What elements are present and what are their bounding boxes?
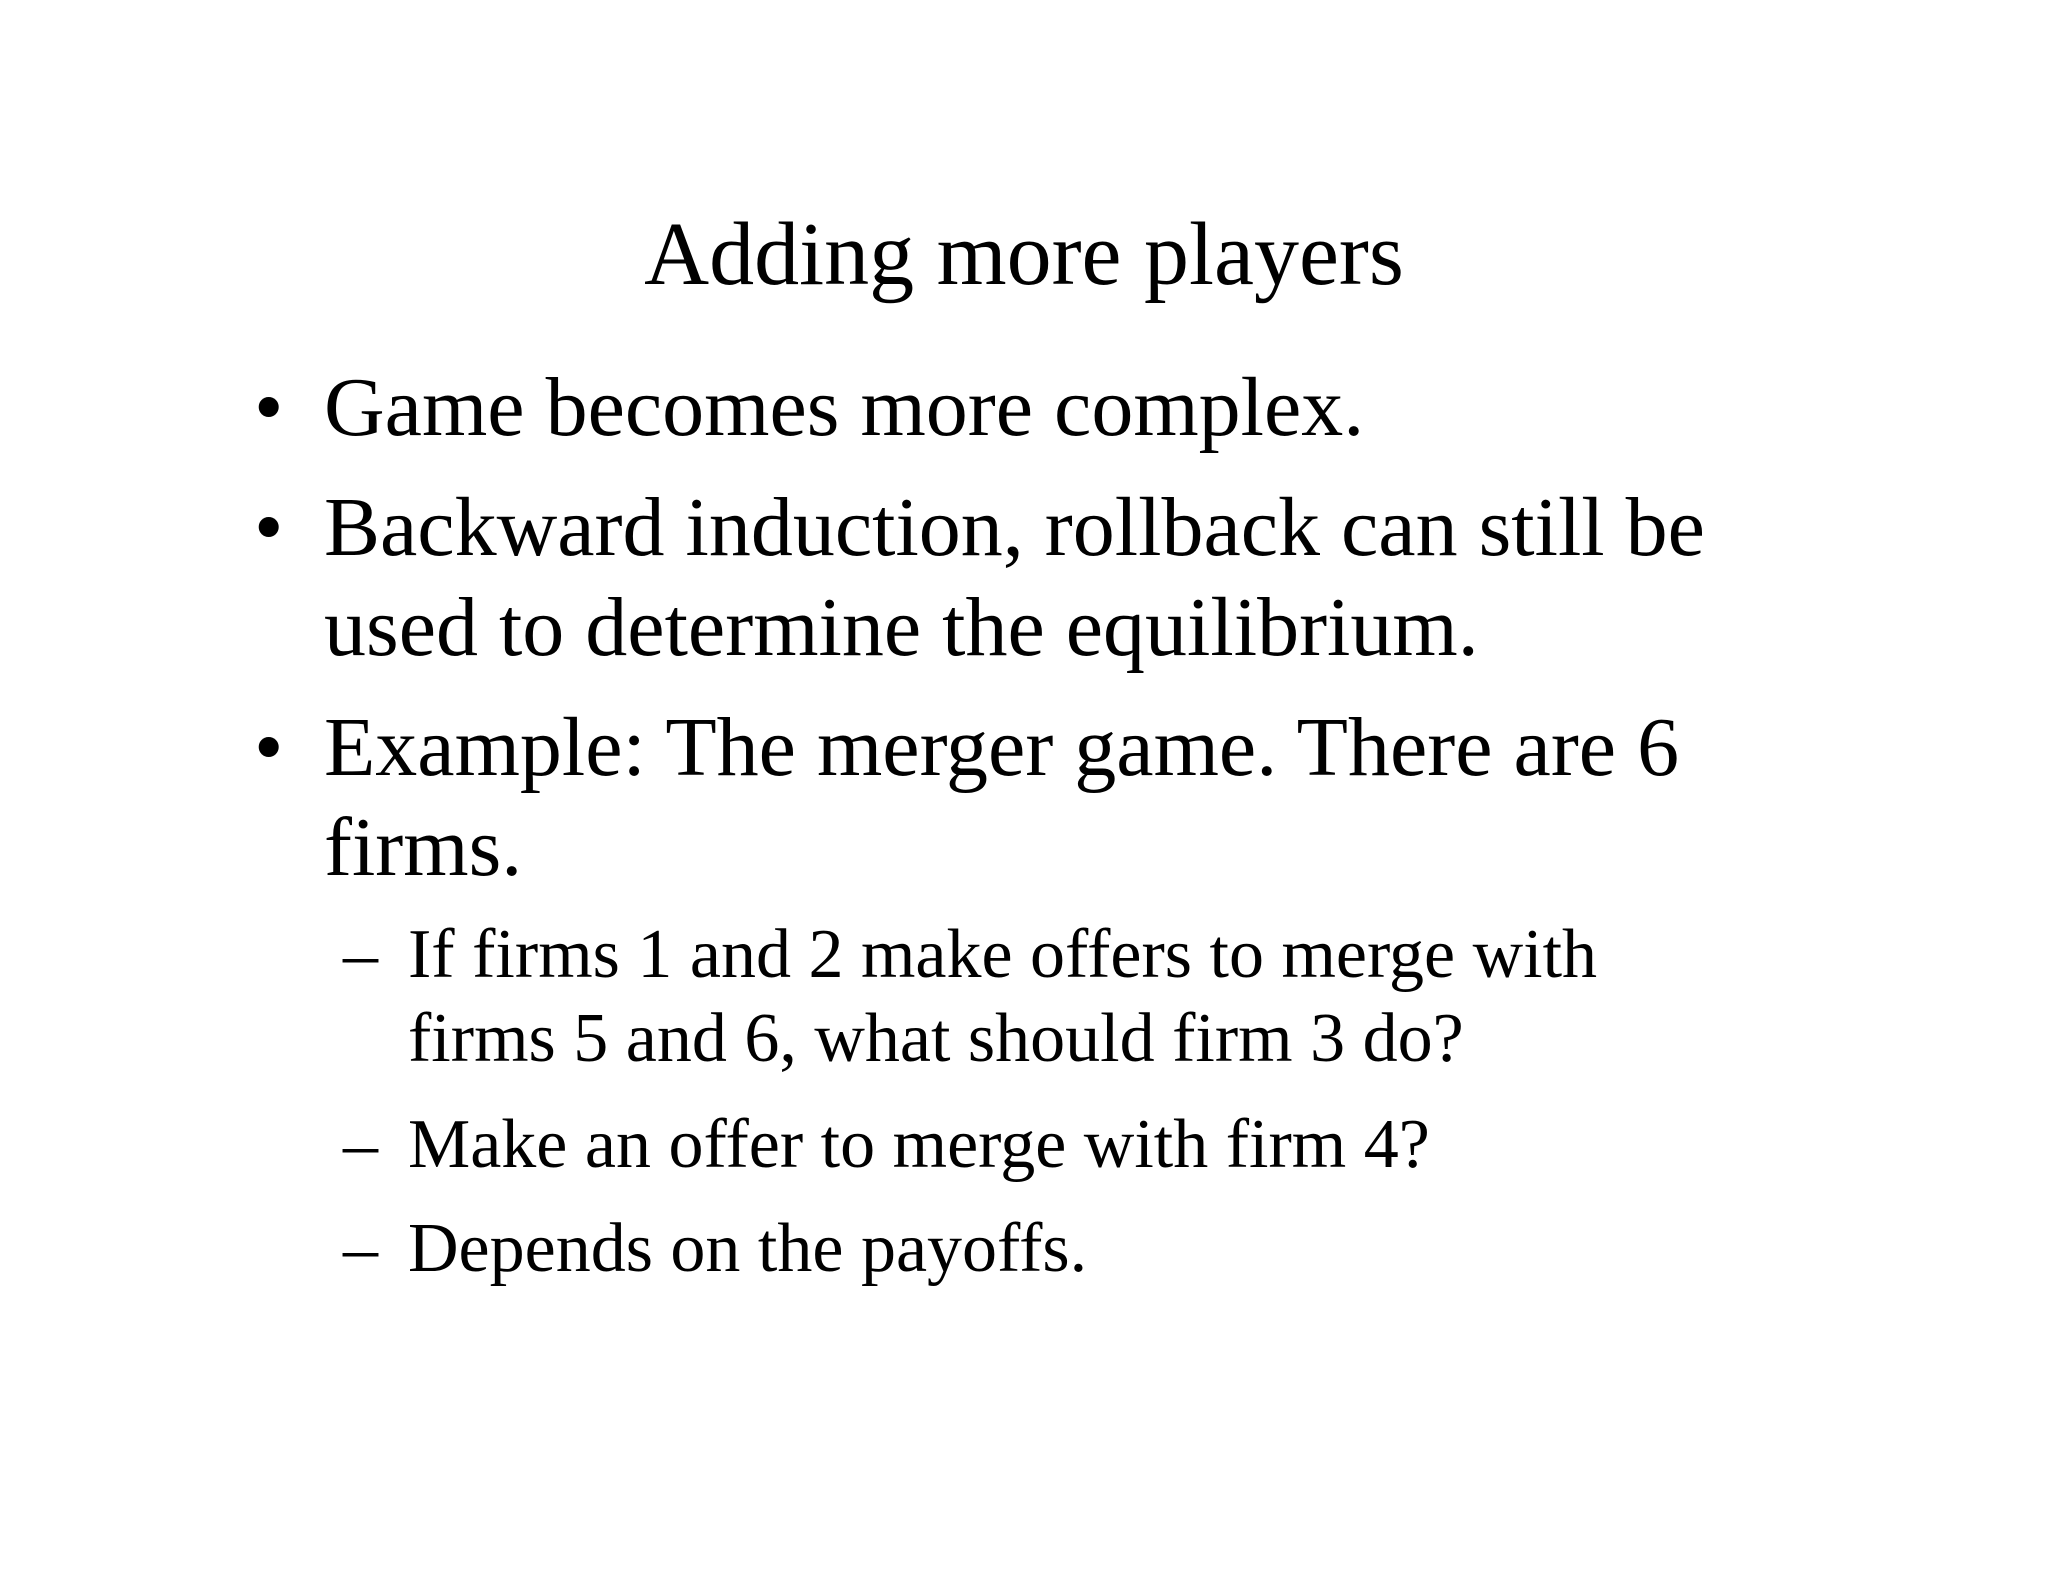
subbullet-marker: – bbox=[343, 916, 378, 993]
slide-title: Adding more players bbox=[644, 205, 1404, 304]
bullet-marker: • bbox=[254, 701, 284, 794]
bullet-line: Example: The merger game. There are 6 bbox=[324, 701, 1680, 794]
subbullet-marker: – bbox=[343, 1210, 378, 1287]
bullet-marker: • bbox=[254, 361, 284, 454]
bullet-text bbox=[324, 358, 1774, 458]
subbullet-marker: – bbox=[343, 1106, 378, 1183]
subbullet-text bbox=[408, 1103, 1738, 1187]
subbullet-line: firms 5 and 6, what should firm 3 do? bbox=[408, 1000, 1464, 1077]
bullet-line: firms. bbox=[324, 801, 523, 894]
subbullet-text bbox=[408, 913, 1738, 1081]
bullet-text bbox=[324, 478, 1774, 678]
subbullet-line: If firms 1 and 2 make offers to merge with bbox=[408, 916, 1598, 993]
bullet-line: Game becomes more complex. bbox=[324, 361, 1365, 454]
subbullet-line: Depends on the payoffs. bbox=[408, 1210, 1088, 1287]
bullet-line: used to determine the equilibrium. bbox=[324, 581, 1479, 674]
subbullet-line: Make an offer to merge with firm 4? bbox=[408, 1106, 1430, 1183]
bullet-line: Backward induction, rollback can still be bbox=[324, 481, 1705, 574]
subbullet-text bbox=[408, 1207, 1738, 1291]
bullet-text bbox=[324, 698, 1774, 898]
bullet-marker: • bbox=[254, 481, 284, 574]
